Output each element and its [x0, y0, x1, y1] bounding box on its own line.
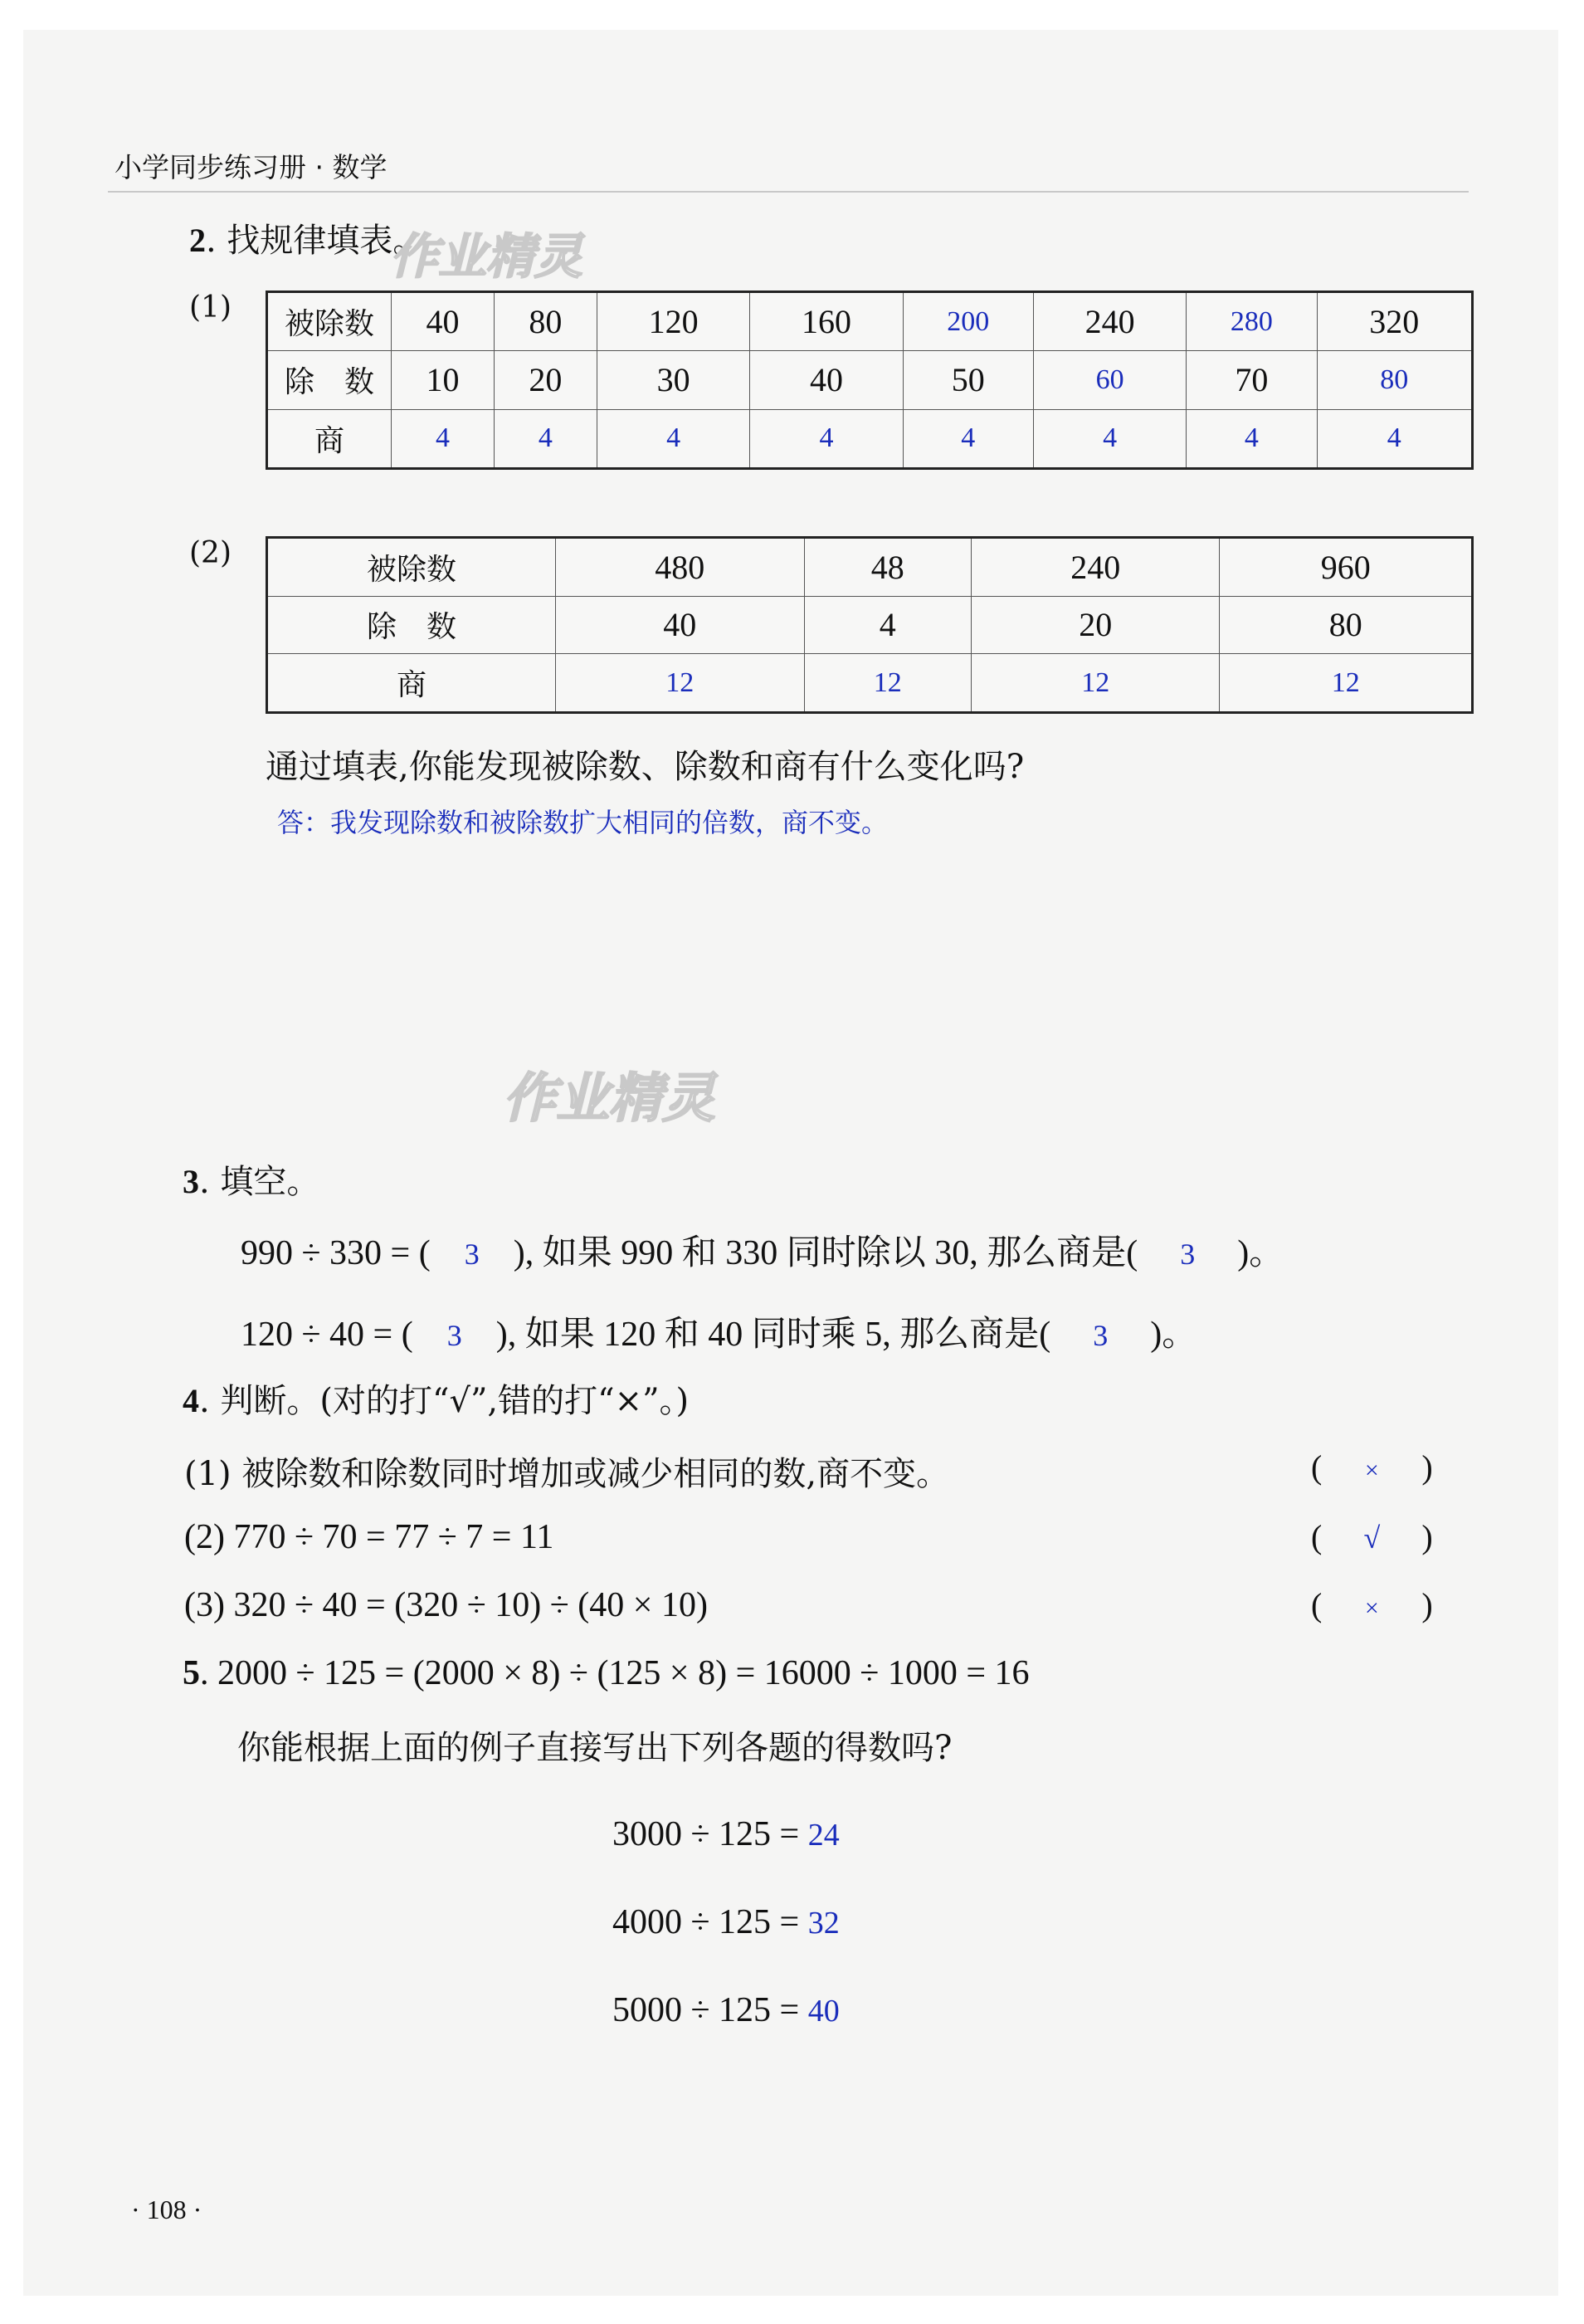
row-header: 除 数	[267, 596, 556, 653]
q5-number: 5	[183, 1654, 200, 1692]
q2-number: 2	[189, 222, 206, 259]
watermark-middle: 作业精灵	[503, 1068, 715, 1130]
answer-cell: 12	[1220, 654, 1473, 713]
table-row	[267, 596, 1473, 653]
header-rule	[108, 191, 1469, 193]
page-header: 小学同步练习册 · 数学	[115, 151, 387, 183]
q5-item-answer: 24	[807, 1818, 840, 1853]
answer-cell: 280	[1187, 292, 1317, 351]
q4-item-label: (1)	[184, 1455, 232, 1493]
q3-line2	[241, 1306, 1197, 1356]
answer-cell: 12	[804, 654, 971, 713]
q4-item-1-answer: ×	[1364, 1457, 1379, 1484]
table-cell: 4	[804, 596, 971, 653]
q5-item-expr: 3000 ÷ 125 =	[612, 1815, 800, 1853]
q3-line1	[241, 1225, 1284, 1275]
table-cell: 40	[556, 596, 805, 653]
q3-line2-end: )。	[1150, 1316, 1197, 1354]
q4-title	[183, 1374, 689, 1422]
answer-cell: 4	[1033, 409, 1186, 468]
table-cell: 480	[556, 538, 805, 597]
q3-line2-expr: 120 ÷ 40 = (	[241, 1316, 413, 1354]
q3-line1-end: )。	[1237, 1234, 1284, 1272]
row-header: 除 数	[267, 351, 392, 409]
q5-item-expr: 4000 ÷ 125 =	[612, 1903, 800, 1941]
q5-example	[183, 1653, 1030, 1693]
row-header: 商	[267, 409, 392, 468]
q5-item-answer: 32	[807, 1906, 840, 1941]
table-row	[267, 409, 1473, 468]
answer-cell: 60	[1033, 351, 1186, 409]
answer-cell: 12	[971, 654, 1220, 713]
q3-number: 3	[183, 1163, 199, 1200]
q2-question: 通过填表,你能发现被除数、除数和商有什么变化吗?	[266, 748, 1025, 786]
q2-part1-label: (1)	[189, 290, 232, 325]
q2-answer: 答：我发现除数和被除数扩大相同的倍数，商不变。	[277, 807, 889, 838]
table-cell: 70	[1187, 351, 1317, 409]
q3-line1-answer1: 3	[464, 1238, 480, 1271]
table-cell: 160	[750, 292, 903, 351]
watermark-top: 作业精灵	[390, 228, 583, 285]
q3-line2-answer1: 3	[446, 1319, 462, 1352]
q4-item-text: 320 ÷ 40 = (320 ÷ 10) ÷ (40 × 10)	[233, 1586, 708, 1624]
table-cell: 120	[597, 292, 749, 351]
table-row	[267, 538, 1473, 597]
table-cell: 40	[750, 351, 903, 409]
q4-item-2-answer: √	[1363, 1521, 1381, 1555]
table-cell: 20	[971, 596, 1220, 653]
answer-cell: 80	[1317, 351, 1473, 409]
answer-cell: 200	[903, 292, 1033, 351]
table-cell: 320	[1317, 292, 1473, 351]
answer-cell: 4	[1317, 409, 1473, 468]
answer-cell: 4	[597, 409, 749, 468]
table-cell: 10	[392, 351, 495, 409]
row-header: 被除数	[267, 538, 556, 597]
answer-cell: 4	[1187, 409, 1317, 468]
q5-item-expr: 5000 ÷ 125 =	[612, 1991, 800, 2029]
q5-item-answer: 40	[807, 1994, 840, 2029]
q4-title-text: . 判断。(对的打“√”,错的打“×”。)	[199, 1382, 690, 1420]
page-number: · 108 ·	[131, 2195, 202, 2224]
q4-item-2-judge: ( √ )	[1311, 1518, 1433, 1555]
table-cell: 48	[804, 538, 971, 597]
q3-title-text: . 填空。	[199, 1163, 320, 1201]
q2-part2-table	[266, 536, 1474, 714]
q5-item-3	[612, 1990, 840, 2030]
table-cell: 20	[494, 351, 597, 409]
q2-part2-label: (2)	[189, 536, 232, 570]
q5-example-text: . 2000 ÷ 125 = (2000 × 8) ÷ (125 × 8) = 16000 ÷ 1000 = 16	[200, 1654, 1030, 1692]
q2-title-text: . 找规律填表。	[206, 222, 426, 260]
q4-item-label: (3)	[184, 1586, 225, 1624]
q4-item-text: 770 ÷ 70 = 77 ÷ 7 = 11	[233, 1518, 554, 1556]
q3-line1-text: ), 如果 990 和 330 同时除以 30, 那么商是(	[513, 1234, 1138, 1272]
table-cell: 240	[1033, 292, 1186, 351]
answer-cell: 4	[494, 409, 597, 468]
q5-item-1	[612, 1814, 840, 1854]
answer-cell: 4	[903, 409, 1033, 468]
q5-question: 你能根据上面的例子直接写出下列各题的得数吗?	[237, 1729, 953, 1767]
q4-item-2	[184, 1517, 553, 1557]
table-cell: 30	[597, 351, 749, 409]
q4-item-text: 被除数和除数同时增加或减少相同的数,商不变。	[241, 1455, 950, 1493]
q4-item-1	[184, 1448, 949, 1495]
table-cell: 80	[494, 292, 597, 351]
answer-cell: 4	[750, 409, 903, 468]
q2-part1-table	[266, 290, 1474, 470]
q3-line2-text: ), 如果 120 和 40 同时乘 5, 那么商是(	[495, 1316, 1051, 1354]
answer-cell: 4	[392, 409, 495, 468]
table-cell: 960	[1220, 538, 1473, 597]
q3-line2-answer2: 3	[1093, 1319, 1109, 1352]
table-row	[267, 292, 1473, 351]
q5-item-2	[612, 1902, 840, 1942]
q4-number: 4	[183, 1382, 199, 1419]
table-cell: 50	[903, 351, 1033, 409]
q3-line1-answer2: 3	[1180, 1238, 1196, 1271]
q4-item-label: (2)	[184, 1518, 225, 1556]
q4-item-1-judge: ( × )	[1311, 1448, 1433, 1486]
row-header: 商	[267, 654, 556, 713]
q4-item-3	[184, 1585, 708, 1625]
q3-line1-expr: 990 ÷ 330 = (	[241, 1234, 431, 1272]
table-row	[267, 351, 1473, 409]
table-cell: 240	[971, 538, 1220, 597]
table-cell: 80	[1220, 596, 1473, 653]
answer-cell: 12	[556, 654, 805, 713]
row-header: 被除数	[267, 292, 392, 351]
table-row	[267, 654, 1473, 713]
q4-item-3-answer: ×	[1364, 1594, 1379, 1622]
q4-item-3-judge: ( × )	[1311, 1586, 1433, 1623]
table-cell: 40	[392, 292, 495, 351]
q3-title	[183, 1155, 319, 1203]
